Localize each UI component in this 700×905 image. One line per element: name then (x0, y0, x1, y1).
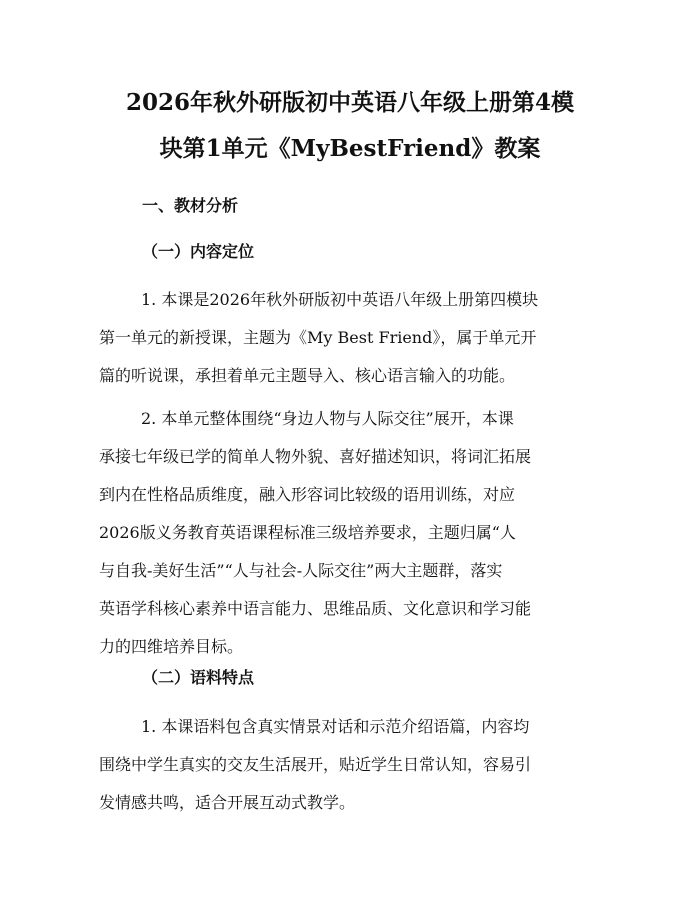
section-heading-textbook-analysis: 一、教材分析 (142, 196, 239, 215)
paragraph-line: 1. 本课语料包含真实情景对话和示范介绍语篇，内容均 (141, 717, 530, 736)
paragraph-line: 2. 本单元整体围绕“身边人物与人际交往”展开，本课 (141, 409, 514, 428)
paragraph-line: 承接七年级已学的简单人物外貌、喜好描述知识，将词汇拓展 (99, 447, 532, 466)
paragraph-line: 围绕中学生真实的交友生活展开，贴近学生日常认知，容易引 (99, 755, 532, 774)
paragraph-line: 1. 本课是2026年秋外研版初中英语八年级上册第四模块 (141, 290, 539, 309)
paragraph-line: 到内在性格品质维度，融入形容词比较级的语用训练，对应 (99, 485, 516, 504)
paragraph-2 (99, 400, 609, 666)
paragraph-line: 第一单元的新授课，主题为《My Best Friend》，属于单元开 (99, 328, 537, 347)
paragraph-3 (99, 708, 609, 822)
document-title-line-1: 2026年秋外研版初中英语八年级上册第4模 (125, 89, 575, 116)
subsection-heading-corpus-features: （二）语料特点 (142, 668, 255, 687)
paragraph-line: 2026版义务教育英语课程标准三级培养要求，主题归属“人 (99, 523, 516, 542)
paragraph-1 (99, 281, 609, 395)
paragraph-line: 英语学科核心素养中语言能力、思维品质、文化意识和学习能 (99, 599, 532, 618)
subsection-heading-content-positioning: （一）内容定位 (142, 242, 255, 261)
paragraph-line: 篇的听说课，承担着单元主题导入、核心语言输入的功能。 (99, 366, 516, 385)
paragraph-line: 与自我-美好生活”“人与社会-人际交往”两大主题群，落实 (99, 561, 503, 580)
paragraph-line: 力的四维培养目标。 (99, 637, 244, 656)
paragraph-line: 发情感共鸣，适合开展互动式教学。 (99, 793, 356, 812)
document-title-line-2: 块第1单元《MyBestFriend》教案 (159, 135, 541, 162)
